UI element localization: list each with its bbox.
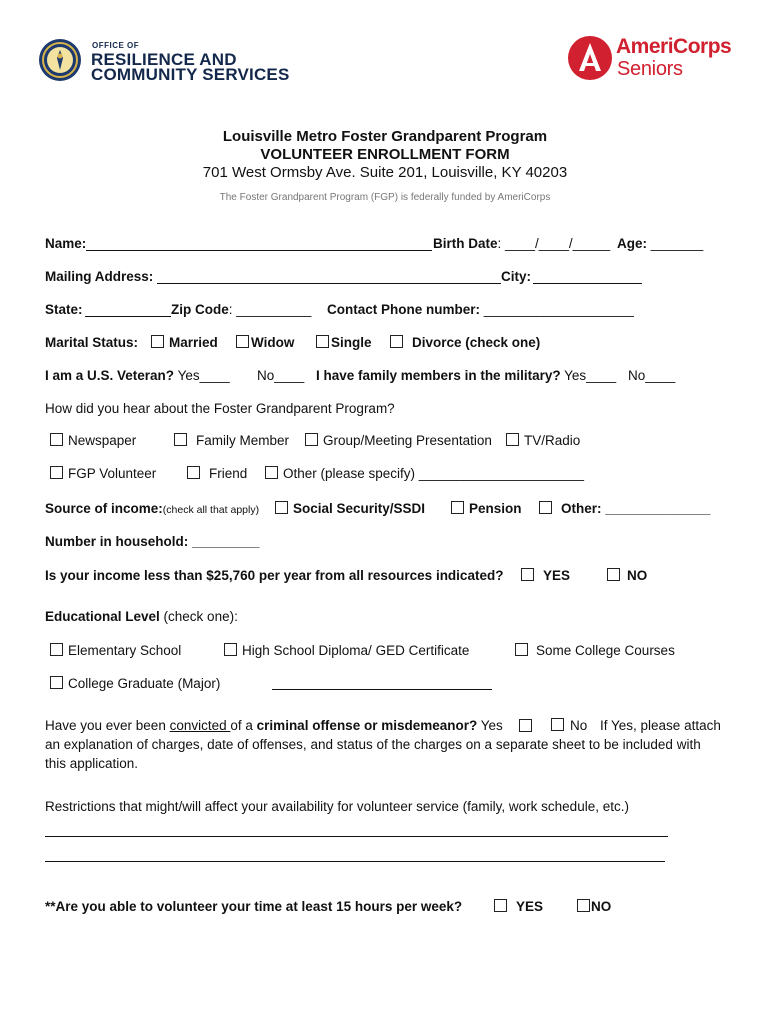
- city-field[interactable]: [533, 283, 642, 284]
- single-checkbox[interactable]: [316, 335, 329, 348]
- fgp-volunteer-checkbox[interactable]: [50, 466, 63, 479]
- some-college-option[interactable]: Some College Courses: [515, 643, 675, 658]
- program-title: Louisville Metro Foster Grandparent Program: [222, 128, 548, 145]
- americorps-wordmark: AmeriCorps: [616, 35, 732, 58]
- tv-radio-option[interactable]: TV/Radio: [506, 433, 580, 448]
- age-label: Age:: [617, 236, 647, 251]
- college-grad-option[interactable]: College Graduate (Major): [50, 676, 220, 691]
- louisville-seal-logo: [38, 38, 82, 82]
- income-yes-checkbox[interactable]: [521, 568, 534, 581]
- elementary-checkbox[interactable]: [50, 643, 63, 656]
- family-member-checkbox[interactable]: [174, 433, 187, 446]
- criminal-no-checkbox[interactable]: [551, 718, 564, 731]
- funding-note: The Foster Grandparent Program (FGP) is federally funded by AmeriCorps: [219, 192, 551, 203]
- military-yes-field[interactable]: Yes____: [560, 368, 617, 383]
- fgp-volunteer-option[interactable]: FGP Volunteer: [50, 466, 156, 481]
- hear-about-question: How did you hear about the Foster Grandparent Program?: [45, 401, 395, 416]
- some-college-checkbox[interactable]: [515, 643, 528, 656]
- friend-checkbox[interactable]: [187, 466, 200, 479]
- high-school-option[interactable]: High School Diploma/ GED Certificate: [224, 643, 469, 658]
- divorce-checkbox[interactable]: [390, 335, 403, 348]
- contact-phone-field[interactable]: Contact Phone number: ____________________: [327, 302, 634, 317]
- veteran-yes-field[interactable]: Yes____: [174, 368, 230, 383]
- marital-divorce-option[interactable]: Divorce (check one): [390, 335, 540, 350]
- org-name-line2: COMMUNITY SERVICES: [91, 65, 290, 84]
- americorps-logo-icon: [567, 33, 613, 83]
- household-field[interactable]: Number in household: _________: [45, 534, 260, 549]
- income-no-checkbox[interactable]: [607, 568, 620, 581]
- marital-single-option[interactable]: Single: [316, 335, 372, 350]
- high-school-checkbox[interactable]: [224, 643, 237, 656]
- hours-yes-option[interactable]: YES: [494, 899, 543, 914]
- mailing-address-field[interactable]: [157, 283, 501, 284]
- program-address: 701 West Ormsby Ave. Suite 201, Louisville, KY 40203: [202, 164, 568, 181]
- pension-checkbox[interactable]: [451, 501, 464, 514]
- group-meeting-option[interactable]: Group/Meeting Presentation: [305, 433, 492, 448]
- criminal-attach-note: If Yes, please attach: [600, 718, 721, 733]
- newspaper-option[interactable]: Newspaper: [50, 433, 136, 448]
- veteran-no-field[interactable]: No____: [257, 368, 305, 383]
- criminal-explanation-end: this application.: [45, 756, 139, 771]
- tv-radio-checkbox[interactable]: [506, 433, 519, 446]
- state-label: State:: [45, 302, 83, 317]
- educational-level-label: Educational Level (check one):: [45, 609, 238, 624]
- social-security-option[interactable]: Social Security/SSDI: [275, 501, 425, 516]
- age-field[interactable]: Age: _______: [617, 236, 704, 251]
- hours-no-checkbox[interactable]: [577, 899, 590, 912]
- restrictions-line-2[interactable]: [45, 861, 665, 862]
- pension-option[interactable]: Pension: [451, 501, 522, 516]
- birth-date-field[interactable]: Birth Date: ____/____/_____: [433, 236, 611, 251]
- mailing-address-label: Mailing Address:: [45, 269, 154, 284]
- other-source-option[interactable]: Other (please specify) ______________________: [265, 466, 584, 481]
- restrictions-line-1[interactable]: [45, 836, 668, 837]
- college-major-field[interactable]: [272, 689, 492, 690]
- contact-phone-label: Contact Phone number:: [327, 302, 481, 317]
- form-title: VOLUNTEER ENROLLMENT FORM: [260, 146, 510, 163]
- name-label: Name:: [45, 236, 87, 251]
- marital-married-option[interactable]: Married: [151, 335, 218, 350]
- other-source-checkbox[interactable]: [265, 466, 278, 479]
- hours-question: **Are you able to volunteer your time at least 15 hours per week?: [45, 899, 463, 914]
- source-of-income-label: Source of income:(check all that apply): [45, 501, 260, 516]
- marital-status-label: Marital Status:: [45, 335, 139, 350]
- name-field[interactable]: [86, 250, 432, 251]
- city-label: City:: [501, 269, 531, 284]
- zip-code-field[interactable]: Zip Code: __________: [171, 302, 312, 317]
- other-income-checkbox[interactable]: [539, 501, 552, 514]
- org-name-line1: RESILIENCE AND: [91, 50, 237, 69]
- other-income-option[interactable]: Other: ______________: [539, 501, 710, 516]
- group-meeting-checkbox[interactable]: [305, 433, 318, 446]
- income-no-option[interactable]: NO: [607, 568, 647, 583]
- state-field[interactable]: [85, 316, 171, 317]
- criminal-question: Have you ever been convicted of a criminal offense or misdemeanor? Yes: [45, 718, 503, 733]
- restrictions-question: Restrictions that might/will affect your availability for volunteer service (family, work schedule, etc.): [45, 799, 629, 814]
- widow-checkbox[interactable]: [236, 335, 249, 348]
- criminal-yes-checkbox[interactable]: [519, 719, 532, 732]
- birth-date-label: Birth Date: [433, 236, 498, 251]
- newspaper-checkbox[interactable]: [50, 433, 63, 446]
- military-question: I have family members in the military? Yes____: [316, 368, 617, 383]
- marital-widow-option[interactable]: Widow: [236, 335, 294, 350]
- hours-yes-checkbox[interactable]: [494, 899, 507, 912]
- criminal-no-option[interactable]: No: [551, 718, 587, 733]
- veteran-question: I am a U.S. Veteran? Yes____: [45, 368, 230, 383]
- criminal-explanation-line: an explanation of charges, date of offenses, and status of the charges on a separate sheet to be included with: [45, 737, 701, 752]
- college-grad-checkbox[interactable]: [50, 676, 63, 689]
- income-yes-option[interactable]: YES: [521, 568, 570, 583]
- military-no-field[interactable]: No____: [628, 368, 676, 383]
- friend-option[interactable]: Friend: [187, 466, 247, 481]
- org-office-of: OFFICE OF: [92, 41, 140, 50]
- income-question: Is your income less than $25,760 per year from all resources indicated?: [45, 568, 504, 583]
- elementary-option[interactable]: Elementary School: [50, 643, 181, 658]
- family-member-option[interactable]: Family Member: [174, 433, 289, 448]
- zip-code-label: Zip Code: [171, 302, 229, 317]
- americorps-seniors-wordmark: Seniors: [617, 58, 683, 80]
- married-checkbox[interactable]: [151, 335, 164, 348]
- hours-no-option[interactable]: NO: [577, 899, 611, 914]
- social-security-checkbox[interactable]: [275, 501, 288, 514]
